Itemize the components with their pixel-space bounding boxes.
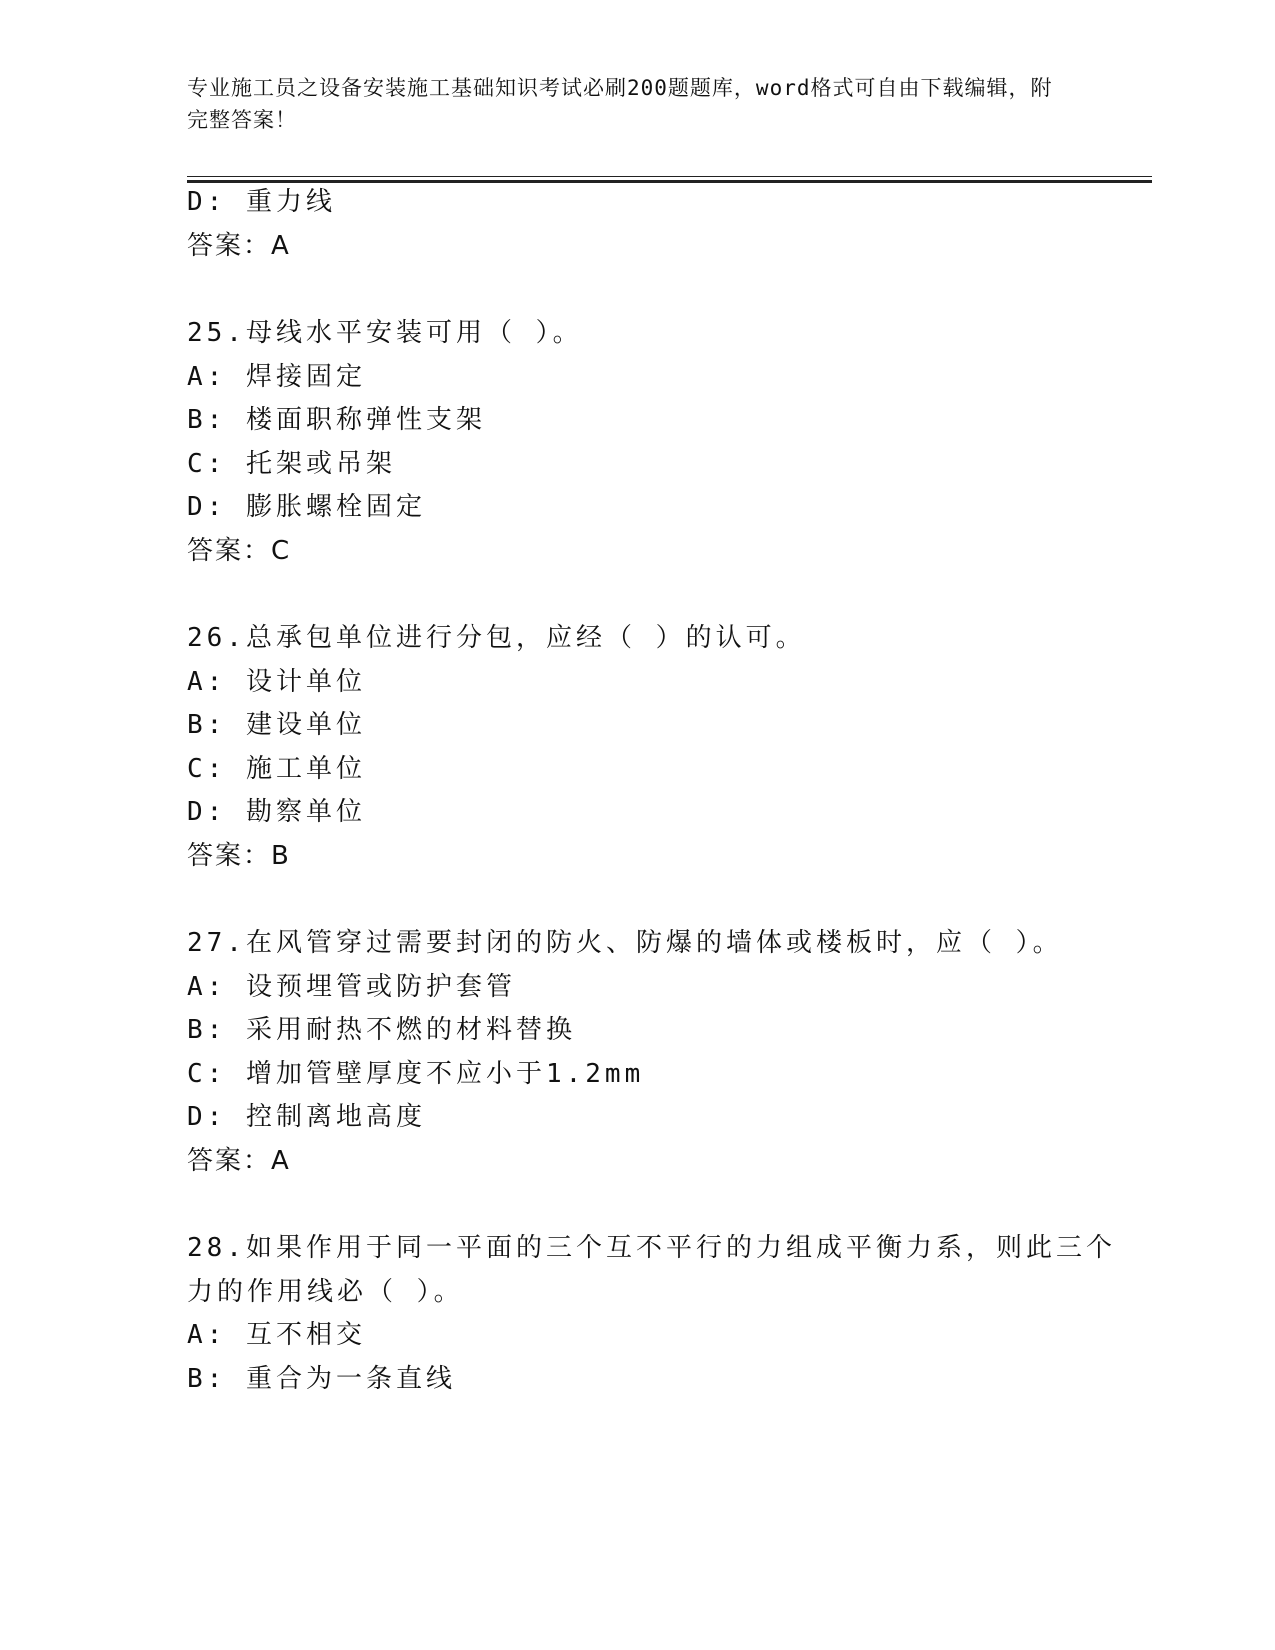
question-stem: 27.在风管穿过需要封闭的防火、防爆的墙体或楼板时，应（ ）。 [187, 928, 1063, 958]
option-a: A: 设预埋管或防护套管 [187, 972, 516, 1002]
option-c: C: 施工单位 [187, 754, 366, 784]
option-c: C: 增加管壁厚度不应小于1.2mm [187, 1059, 645, 1089]
option-a: A: 设计单位 [187, 667, 366, 697]
option-d: D: 重力线 [187, 187, 336, 217]
option-b: B: 楼面职称弹性支架 [187, 405, 486, 435]
option-d: D: 勘察单位 [187, 797, 366, 827]
option-c: C: 托架或吊架 [187, 449, 396, 479]
answer: 答案：A [187, 1146, 291, 1176]
option-a: A: 焊接固定 [187, 362, 366, 392]
document-header: 专业施工员之设备安装施工基础知识考试必刷200题题库，word格式可自由下载编辑，附完整答案！ [187, 76, 1053, 132]
answer: 答案：A [187, 231, 291, 261]
header-divider-thick [187, 180, 1152, 183]
option-d: D: 控制离地高度 [187, 1102, 426, 1132]
question-stem: 25.母线水平安装可用（ ）。 [187, 318, 583, 348]
option-d: D: 膨胀螺栓固定 [187, 492, 426, 522]
question-stem: 28.如果作用于同一平面的三个互不平行的力组成平衡力系，则此三个 [187, 1233, 1116, 1263]
answer: 答案：C [187, 536, 292, 566]
answer: 答案：B [187, 841, 291, 871]
option-b: B: 采用耐热不燃的材料替换 [187, 1015, 576, 1045]
header-divider-thin [187, 176, 1152, 177]
question-stem-continued: 力的作用线必（ ）。 [187, 1277, 464, 1307]
option-b: B: 重合为一条直线 [187, 1364, 456, 1394]
question-stem: 26.总承包单位进行分包，应经（ ）的认可。 [187, 623, 806, 653]
option-b: B: 建设单位 [187, 710, 366, 740]
option-a: A: 互不相交 [187, 1320, 366, 1350]
